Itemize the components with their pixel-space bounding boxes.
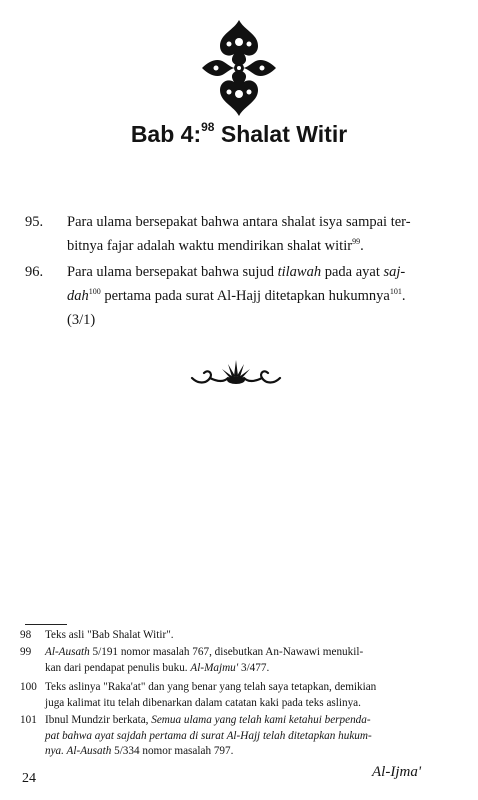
footnote xyxy=(20,713,446,760)
footnote xyxy=(20,680,446,711)
item-text: . xyxy=(401,288,406,304)
item-number: 96. xyxy=(25,264,44,280)
divider-ornament-icon xyxy=(188,356,284,388)
footnote-text: 3/477. xyxy=(238,661,270,674)
footnote-quote: pat bahwa ayat sajdah pertama di surat Al-Hajj telah ditetapkan hukum- xyxy=(45,729,372,742)
item-text-italic: saj- xyxy=(383,264,406,280)
item-reference: (3/1) xyxy=(67,312,96,328)
footnote-text: kan dari pendapat penulis buku. xyxy=(45,661,191,674)
footnote-ref: 99 xyxy=(352,237,361,247)
footnote-number: 100 xyxy=(20,681,37,693)
item-text-line: Para ulama bersepakat bahwa antara shalat isya sampai ter- xyxy=(67,214,411,230)
footnote-number: 99 xyxy=(20,646,32,658)
footnote-text: Teks asli "Bab Shalat Witir". xyxy=(45,629,174,641)
chapter-prefix: Bab 4: xyxy=(130,121,202,147)
footnote-text: juga kalimat itu telah dibenarkan dalam catatan kaki pada teks aslinya. xyxy=(45,696,361,709)
footnote-text: Ibnul Mundzir berkata, xyxy=(45,714,152,726)
footnote-source-title: Al-Ausath xyxy=(45,646,90,658)
item-text-italic: tilawah xyxy=(277,264,322,280)
list-item xyxy=(25,260,444,332)
footnote-ref: 100 xyxy=(88,287,101,297)
footnote-ref: 101 xyxy=(389,287,402,297)
footnote-source-title: Al-Ausath xyxy=(63,745,112,757)
footnote-text: 5/191 nomor masalah 767, disebutkan An-Nawawi menukil- xyxy=(89,646,364,658)
item-text: pertama pada surat Al-Hajj ditetapkan hukumnya xyxy=(100,288,390,304)
footnote-number: 98 xyxy=(20,629,32,641)
footnote-quote: Semua ulama yang telah kami ketahui berpenda- xyxy=(151,714,371,726)
page-number: 24 xyxy=(22,771,36,786)
footnote-number: 101 xyxy=(20,714,37,726)
top-ornament-icon xyxy=(202,20,276,116)
item-text: Para ulama bersepakat bahwa sujud xyxy=(67,264,278,280)
footnote-source-title: Al-Majmu' xyxy=(190,661,239,674)
item-text-italic: dah xyxy=(67,288,89,304)
item-number: 95. xyxy=(25,214,44,230)
book-brand: Al-Ijma' xyxy=(372,764,422,780)
footnote-quote: nya. xyxy=(45,745,64,757)
footnote-text: 5/334 nomor masalah 797. xyxy=(111,745,234,757)
footnote xyxy=(20,628,446,644)
item-text-line: bitnya fajar adalah waktu mendirikan shalat witir xyxy=(67,238,353,254)
footnote-text: Teks aslinya "Raka'at" dan yang benar yang telah saya tetapkan, demikian xyxy=(45,681,377,693)
chapter-name: Shalat Witir xyxy=(220,121,348,147)
item-text-end: . xyxy=(360,238,364,254)
footnote xyxy=(20,645,446,676)
chapter-title xyxy=(0,118,478,150)
list-item xyxy=(25,210,444,258)
chapter-footnote-ref: 98 xyxy=(201,120,215,135)
footnote-separator xyxy=(25,624,67,625)
item-text: pada ayat xyxy=(321,264,384,280)
